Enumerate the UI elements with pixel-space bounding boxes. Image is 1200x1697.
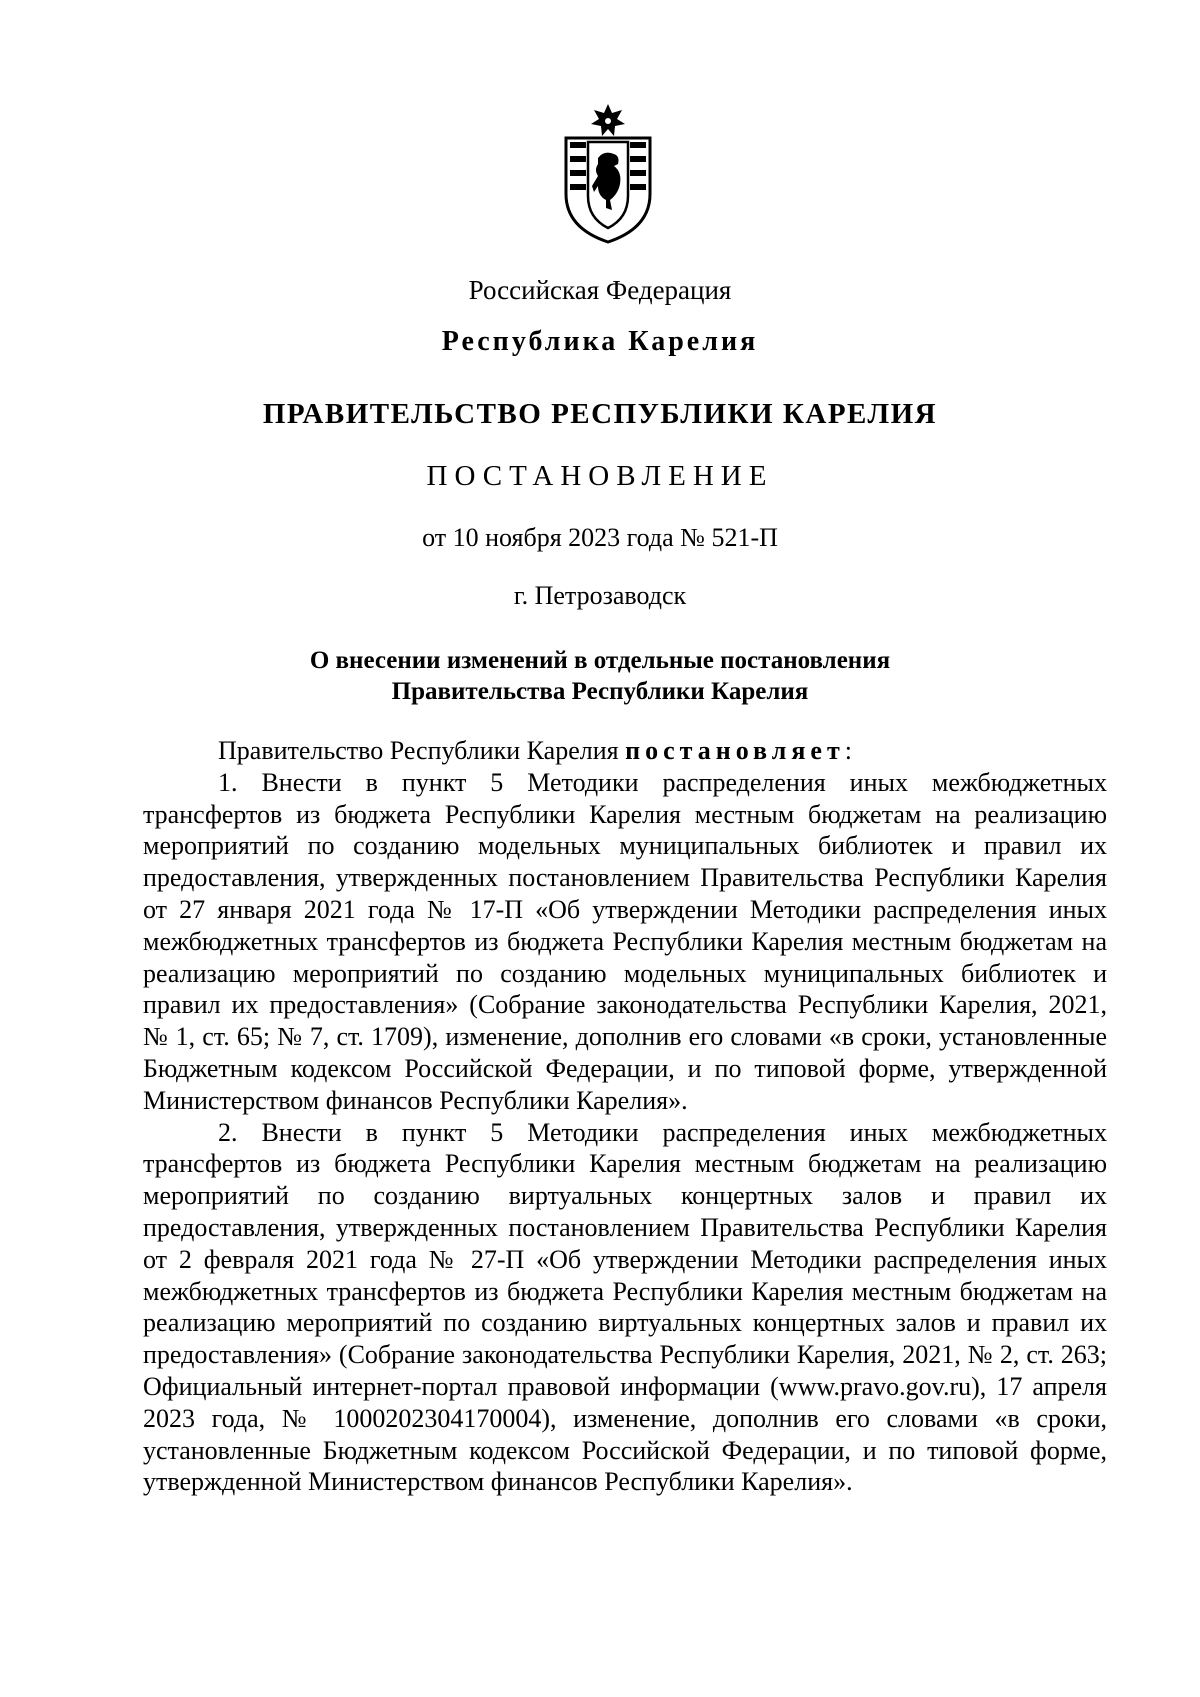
document-city: г. Петрозаводск [513,581,687,610]
document-title-line-1: О внесении изменений в отдельные постановления [309,647,891,674]
document-date-number: от 10 ноября 2023 года № 521-П [422,523,778,552]
intro-paragraph [143,735,1107,767]
government-name: ПРАВИТЕЛЬСТВО РЕСПУБЛИКИ КАРЕЛИЯ [262,398,938,430]
intro-keyword: постановляет [625,736,845,765]
karelia-coat-of-arms-icon [562,102,654,244]
document-type: ПОСТАНОВЛЕНИЕ [426,460,774,492]
paragraph-2: 2. Внести в пункт 5 Методики распределения иных межбюджетных трансфертов из бюджета Республики Карелия местным бюджетам на реализацию мероприятий по созданию виртуальных концертных залов и правил их предоставления, утвержденных постановлением Правительства Республики Карелия от 2 февраля 2021 года № 27-П «Об утверждении Методики распределения иных межбюджетных трансфертов из бюджета Республики Карелия местным бюджетам на реализацию мероприятий по созданию виртуальных концертных залов и правил их предоставления» (Собрание законодательства Республики Карелия, 2021, № 2, ст. 263; Официальный интернет-портал правовой информации (www.pravo.gov.ru), 17 апреля 2023 года, № 1000202304170004), изменение, дополнив его словами «в сроки, установленные Бюджетным кодексом Российской Федерации, и по типовой форме, утвержденной Министерством финансов Республики Карелия». [143,1117,1107,1497]
intro-prefix: Правительство Республики Карелия [218,736,626,765]
document-body [143,735,1107,1498]
document-title [0,645,1200,707]
country-name: Российская Федерация [468,275,732,305]
document-title-line-2: Правительства Республики Карелия [391,678,809,705]
paragraph-1: 1. Внести в пункт 5 Методики распределения иных межбюджетных трансфертов из бюджета Республики Карелия местным бюджетам на реализацию мероприятий по созданию модельных муниципальных библиотек и правил их предоставления, утвержденных постановлением Правительства Республики Карелия от 27 января 2021 года № 17-П «Об утверждении Методики распределения иных межбюджетных трансфертов из бюджета Республики Карелия местным бюджетам на реализацию мероприятий по созданию модельных муниципальных библиотек и правил их предоставления» (Собрание законодательства Республики Карелия, 2021, № 1, ст. 65; № 7, ст. 1709), изменение, дополнив его словами «в сроки, установленные Бюджетным кодексом Российской Федерации, и по типовой форме, утвержденной Министерством финансов Республики Карелия». [143,767,1107,1115]
republic-name: Республика Карелия [441,326,759,357]
intro-suffix: : [844,736,852,765]
